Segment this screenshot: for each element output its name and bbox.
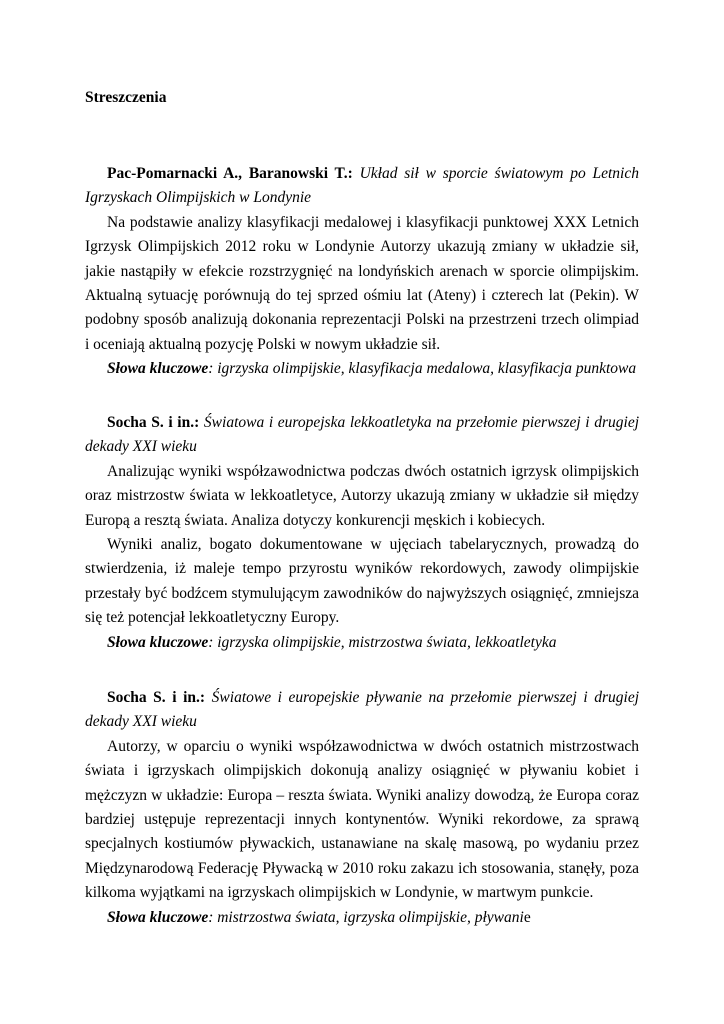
keywords-list: : igrzyska olimpijskie, mistrzostwa świata, lekkoatletyka [208,633,557,651]
entry-citation [85,686,639,735]
keywords-label: Słowa kluczowe [107,360,209,378]
entry-title: Światowe i europejskie pływanie na przełomie pierwszej i drugiej dekady XXI wieku [85,689,640,731]
entry-citation [85,411,639,460]
entry-keywords [85,357,639,381]
entry-authors: Socha S. i in.: [107,414,200,431]
keywords-list: : igrzyska olimpijskie, klasyfikacja medalowa, klasyfikacja punktowa [208,360,637,378]
entry-title: Światowa i europejska lekkoatletyka na przełomie pierwszej i drugiej dekady XXI wieku [85,414,640,456]
entry-paragraph: Na podstawie analizy klasyfikacji medalowej i klasyfikacji punktowej XXX Letnich Igrzysk Olimpijskich 2012 roku w Londynie Autorzy ukazują zmiany w układzie sił, jakie nastąpiły w efekcie rozstrzygnięć na londyńskich arenach w sporcie olimpijskim. Aktualną sytuację porównują do tej sprzed ośmiu lat (Ateny) i czterech lat (Pekin). W podobny sposób analizują dokonania reprezentacji Polski na przestrzeni trzech olimpiad i oceniają aktualną pozycję Polski w nowym układzie sił. [85,213,639,353]
keywords-list: : mistrzostwa świata, igrzyska olimpijskie, pływani [208,908,524,926]
entry-keywords [85,631,639,655]
section-heading: Streszczenia [85,89,167,106]
entry-paragraph: Wyniki analiz, bogato dokumentowane w ujęciach tabelarycznych, prowadzą do stwierdzenia, iż maleje tempo przyrostu wyników rekordowych, zawody olimpijskie przestały być bodźcem stymulującym zawodników do najwyższych osiągnięć, zmniejsza się też potencjał lekkoatletyczny Europy. [85,536,639,627]
entry-title: Układ sił w sporcie światowym po Letnich Igrzyskach Olimpijskich w Londynie [85,165,639,207]
keywords-tail: e [523,908,531,926]
entry-authors: Pac-Pomarnacki A., Baranowski T.: [107,165,353,182]
abstract-entry [85,686,639,930]
abstract-entry [85,411,639,655]
entry-authors: Socha S. i in.: [107,689,206,706]
entry-citation [85,162,639,211]
abstract-entry [85,162,639,382]
entry-keywords [85,906,639,930]
entry-paragraph: Autorzy, w oparciu o wyniki współzawodnictwa w dwóch ostatnich mistrzostwach świata i igrzyskach olimpijskich dokonują analizy osiągnięć w pływaniu kobiet i mężczyzn w układzie: Europa – reszta świata. Wyniki analizy dowodzą, że Europa coraz bardziej ustępuje reprezentacji innych kontynentów. Wyniki rekordowe, za sprawą specjalnych kostiumów pływackich, ustanawiane na skalę masową, po wydaniu przez Międzynarodową Federację Pływacką w 2010 roku zakazu ich stosowania, stanęły, poza kilkoma wyjątkami na igrzyskach olimpijskich w Londynie, w martwym punkcie. [85,737,639,902]
keywords-label: Słowa kluczowe [107,908,209,926]
keywords-label: Słowa kluczowe [107,633,209,651]
entry-paragraph: Analizując wyniki współzawodnictwa podczas dwóch ostatnich igrzysk olimpijskich oraz mistrzostw świata w lekkoatletyce, Autorzy ukazują zmiany w układzie sił między Europą a resztą świata. Analiza dotyczy konkurencji męskich i kobiecych. [85,462,639,529]
